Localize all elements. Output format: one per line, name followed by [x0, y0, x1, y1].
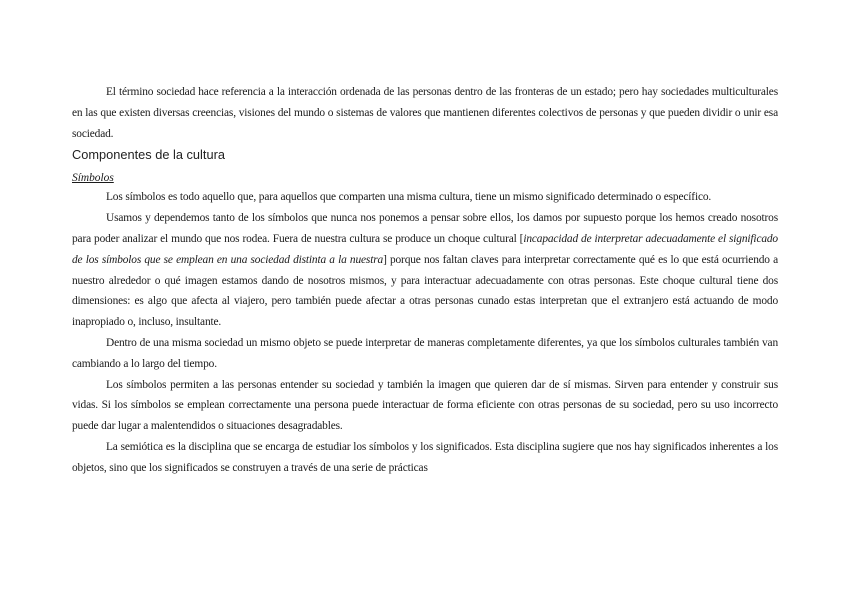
culture-shock-definition: incapacidad de interpretar adecuadamente el significado de los símbolos que se emplean en una sociedad distinta a la nuestra — [72, 232, 778, 266]
section-heading: Componentes de la cultura — [72, 147, 225, 163]
paragraph-interpretation: Dentro de una misma sociedad un mismo objeto se puede interpretar de maneras completamente diferentes, ya que los símbolos culturales también van cambiando a lo largo del tiempo. — [72, 336, 778, 370]
paragraph-symbols-purpose: Los símbolos permiten a las personas entender su sociedad y también la imagen que quieren dar de sí mismas. Sirven para entender y construir sus vidas. Si los símbolos se emplean correctamente una persona puede interactuar de forma eficiente con otras personas de su sociedad, pero su uso incorrecto puede dar lugar a malentendidos o situaciones desagradables. — [72, 378, 778, 433]
paragraph-symbols-definition: Los símbolos es todo aquello que, para aquellos que comparten una misma cultura, tiene un mismo significado determinado o específico. — [106, 191, 712, 204]
paragraph-semiotics: La semiótica es la disciplina que se encarga de estudiar los símbolos y los significados. Esta disciplina sugiere que nos hay significados inherentes a los objetos, sino que los significados se construyen a través de una serie de prácticas — [72, 440, 778, 474]
subsection-heading: Símbolos — [72, 172, 114, 185]
intro-paragraph: El término sociedad hace referencia a la interacción ordenada de las personas dentro de las fronteras de un estado; pero hay sociedades multiculturales en las que existen diversas creencias, visiones del mundo o sistemas de valores que mantienen diferentes colectivos de personas y que pueden dividir o unir esa sociedad. — [72, 86, 778, 140]
paragraph-culture-shock-start: Usamos y dependemos tanto de los símbolos que nunca nos ponemos a pensar sobre ellos, los damos por supuesto porque los hemos creado nosotros para poder analizar el mundo que nos rodea. Fuera de nuestra cultura se produce un choque cultural [ — [72, 212, 778, 245]
document-page — [72, 82, 778, 479]
paragraph-culture-shock-end: ] porque nos faltan claves para interpretar correctamente qué es lo que está ocurriendo a nuestro alrededor o qué imagen estamos dando de nosotros mismos, y para interactuar adecuadamente con otras personas. Este choque cultural tiene dos dimensiones: es algo que afecta al viajero, pero también puede afectar a otras personas cunado estas interpretan que el extranjero está actuando de modo inapropiado o, incluso, insultante. — [72, 253, 779, 329]
paragraph-culture-shock — [72, 208, 778, 333]
